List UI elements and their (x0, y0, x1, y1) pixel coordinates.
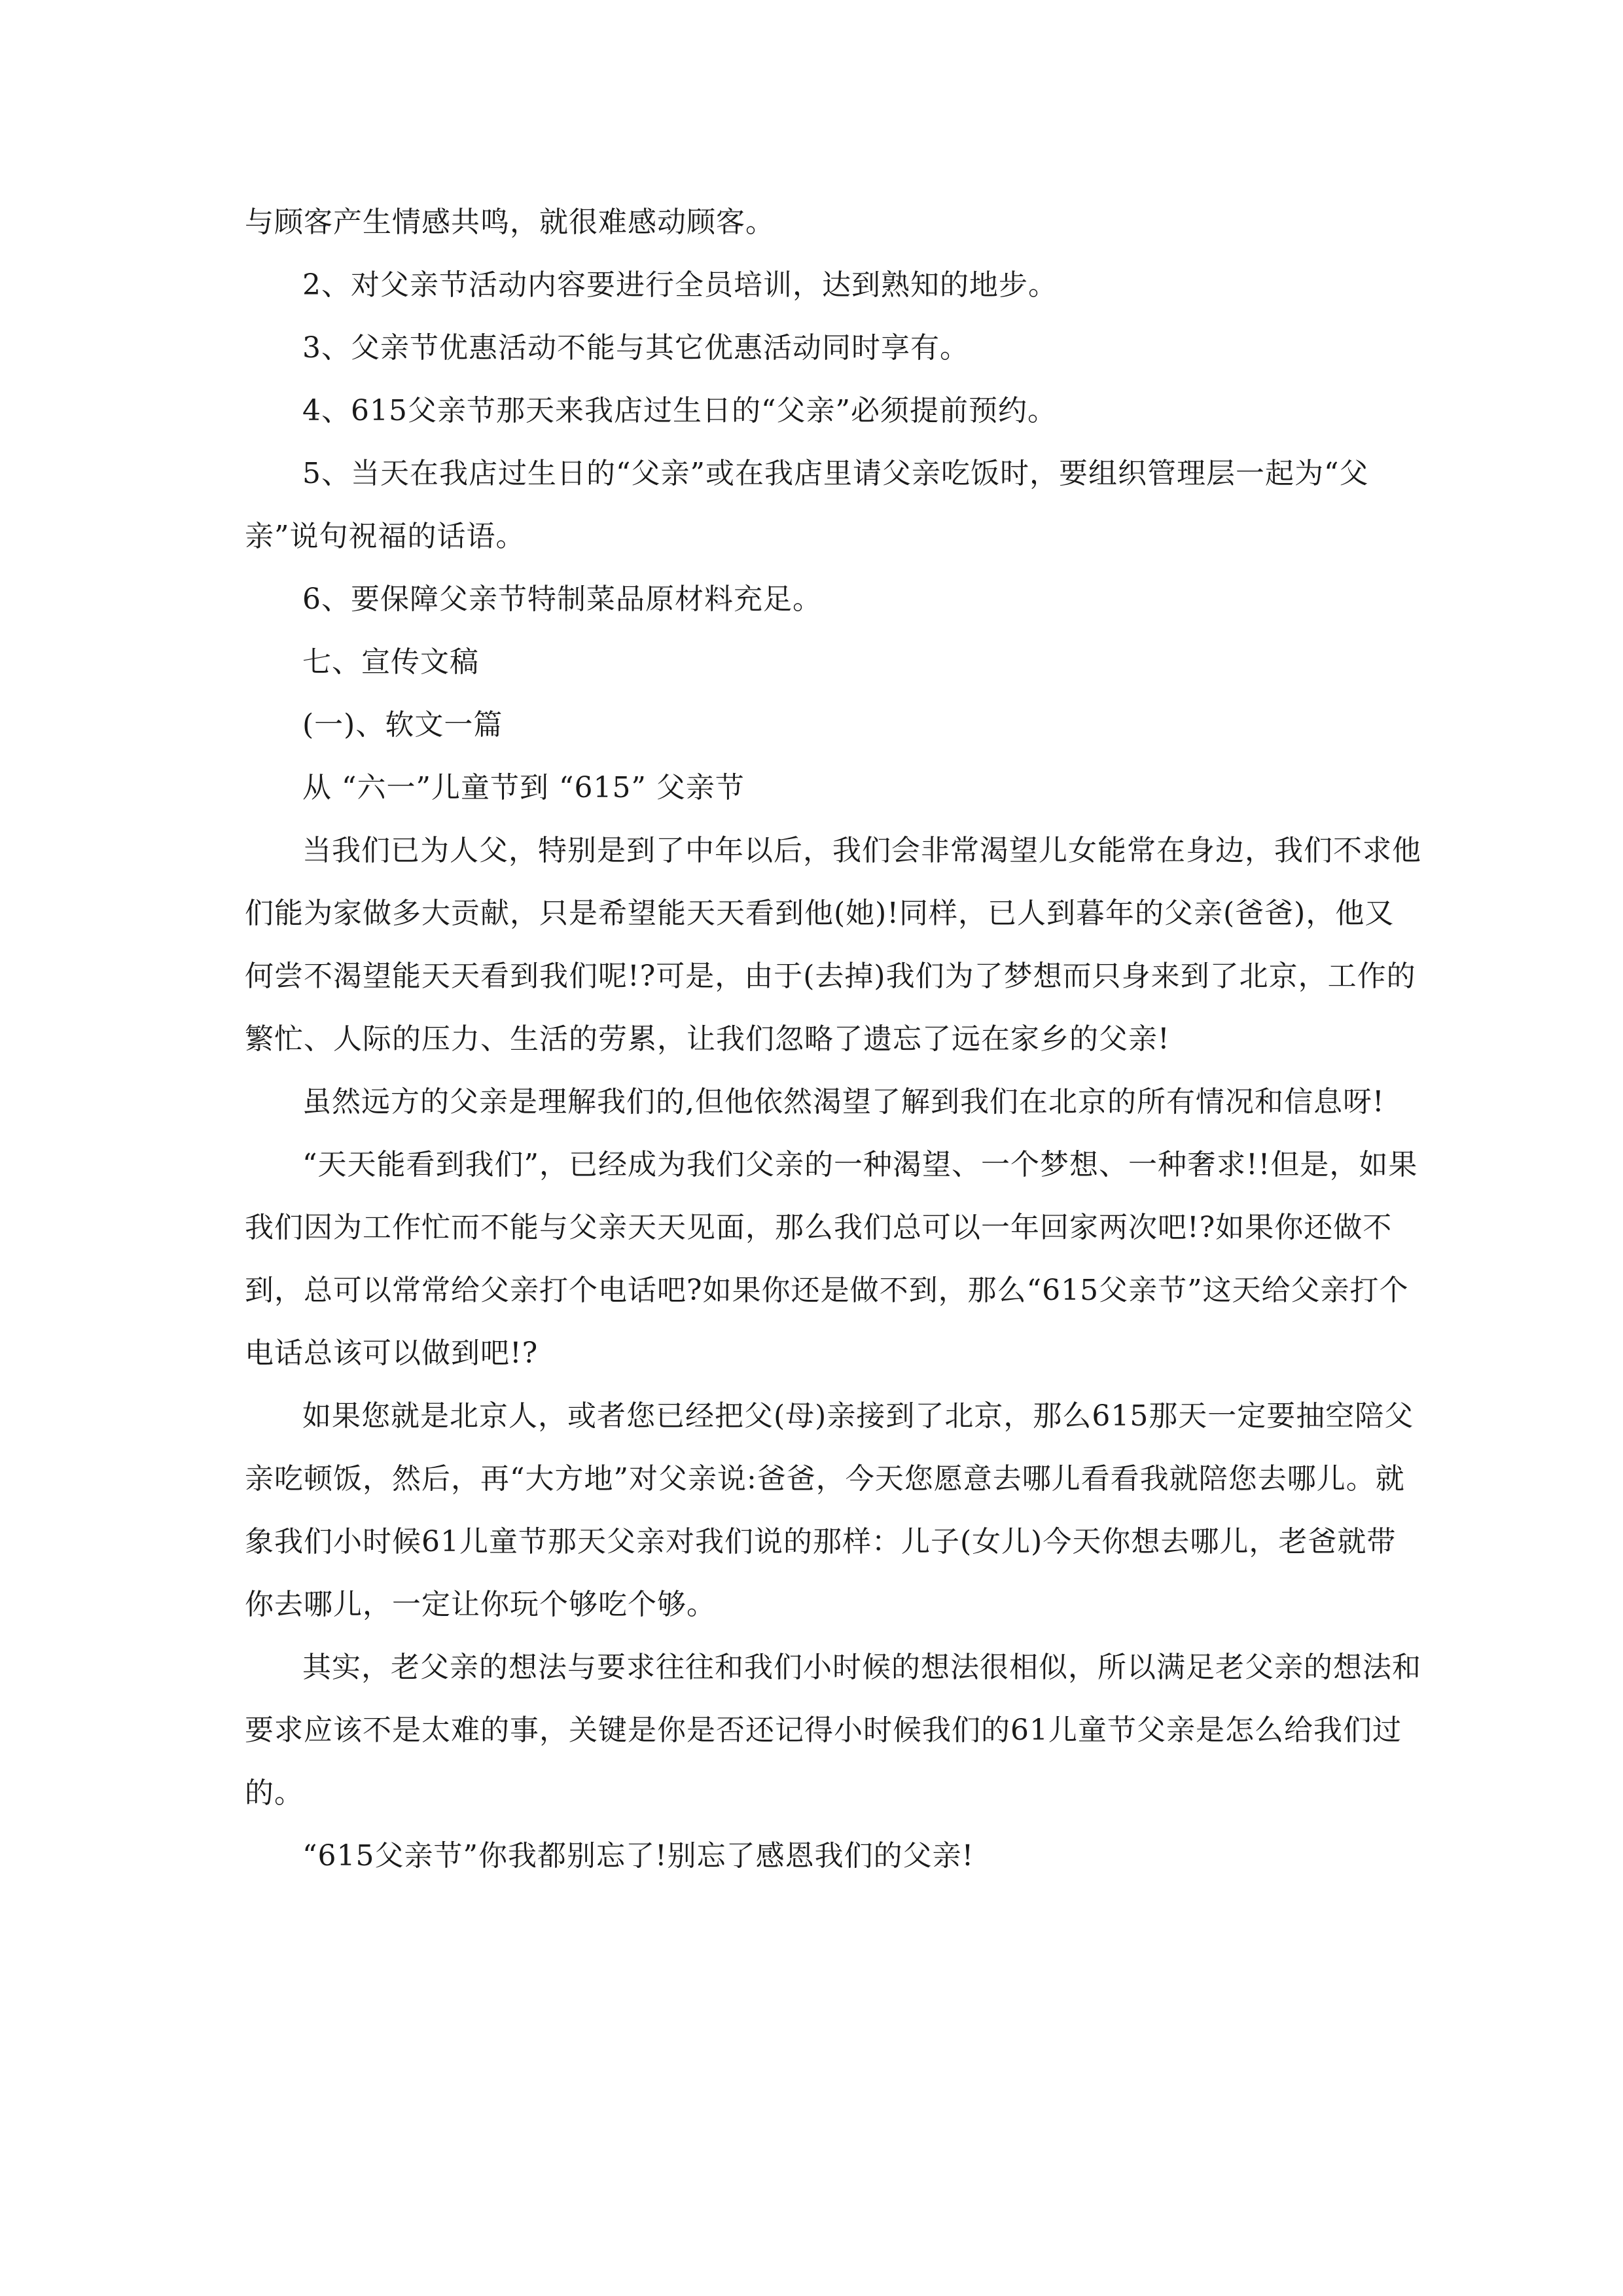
paragraph-1: 与顾客产生情感共鸣，就很难感动顾客。 (245, 206, 775, 239)
paragraph-5: 5、当天在我店过生日的“父亲”或在我店里请父亲吃饭时，要组织管理层一起为“父亲”说句祝福的话语。 (245, 457, 1369, 553)
section-heading: 七、宣传文稿 (302, 645, 479, 679)
paragraph-4: 4、615父亲节那天来我店过生日的“父亲”必须提前预约。 (302, 394, 1057, 427)
paragraph-3: 3、父亲节优惠活动不能与其它优惠活动同时享有。 (302, 331, 969, 365)
article-paragraph-1: 当我们已为人父，特别是到了中年以后，我们会非常渴望儿女能常在身边，我们不求他们能为家做多大贡献，只是希望能天天看到他(她)!同样，已人到暮年的父亲(爸爸)，他又何尝不渴望能天天看到我们呢!?可是，由于(去掉)我们为了梦想而只身来到了北京，工作的繁忙、人际的压力、生活的劳累，让我们忽略了遗忘了远在家乡的父亲! (245, 834, 1421, 1056)
article-paragraph-6: “615父亲节”你我都别忘了!别忘了感恩我们的父亲! (302, 1839, 974, 1873)
paragraph-6: 6、要保障父亲节特制菜品原材料充足。 (302, 583, 822, 616)
document-body (245, 191, 1423, 1888)
subsection-heading: (一)、软文一篇 (302, 708, 503, 742)
article-paragraph-4: 如果您就是北京人，或者您已经把父(母)亲接到了北京，那么615那天一定要抽空陪父亲吃顿饭，然后，再“大方地”对父亲说:爸爸，今天您愿意去哪儿看看我就陪您去哪儿。就象我们小时候61儿童节那天父亲对我们说的那样：儿子(女儿)今天你想去哪儿，老爸就带你去哪儿，一定让你玩个够吃个够。 (245, 1399, 1414, 1621)
article-paragraph-3: “天天能看到我们”，已经成为我们父亲的一种渴望、一个梦想、一种奢求!!但是，如果我们因为工作忙而不能与父亲天天见面，那么我们总可以一年回家两次吧!?如果你还做不到，总可以常常给父亲打个电话吧?如果你还是做不到，那么“615父亲节”这天给父亲打个电话总该可以做到吧!? (245, 1148, 1418, 1370)
article-paragraph-2: 虽然远方的父亲是理解我们的,但他依然渴望了解到我们在北京的所有情况和信息呀! (302, 1085, 1385, 1119)
article-title: 从 “六一”儿童节到 “615” 父亲节 (302, 771, 745, 804)
article-paragraph-5: 其实，老父亲的想法与要求往往和我们小时候的想法很相似，所以满足老父亲的想法和要求应该不是太难的事，关键是你是否还记得小时候我们的61儿童节父亲是怎么给我们过的。 (245, 1651, 1421, 1810)
paragraph-2: 2、对父亲节活动内容要进行全员培训，达到熟知的地步。 (302, 268, 1058, 302)
